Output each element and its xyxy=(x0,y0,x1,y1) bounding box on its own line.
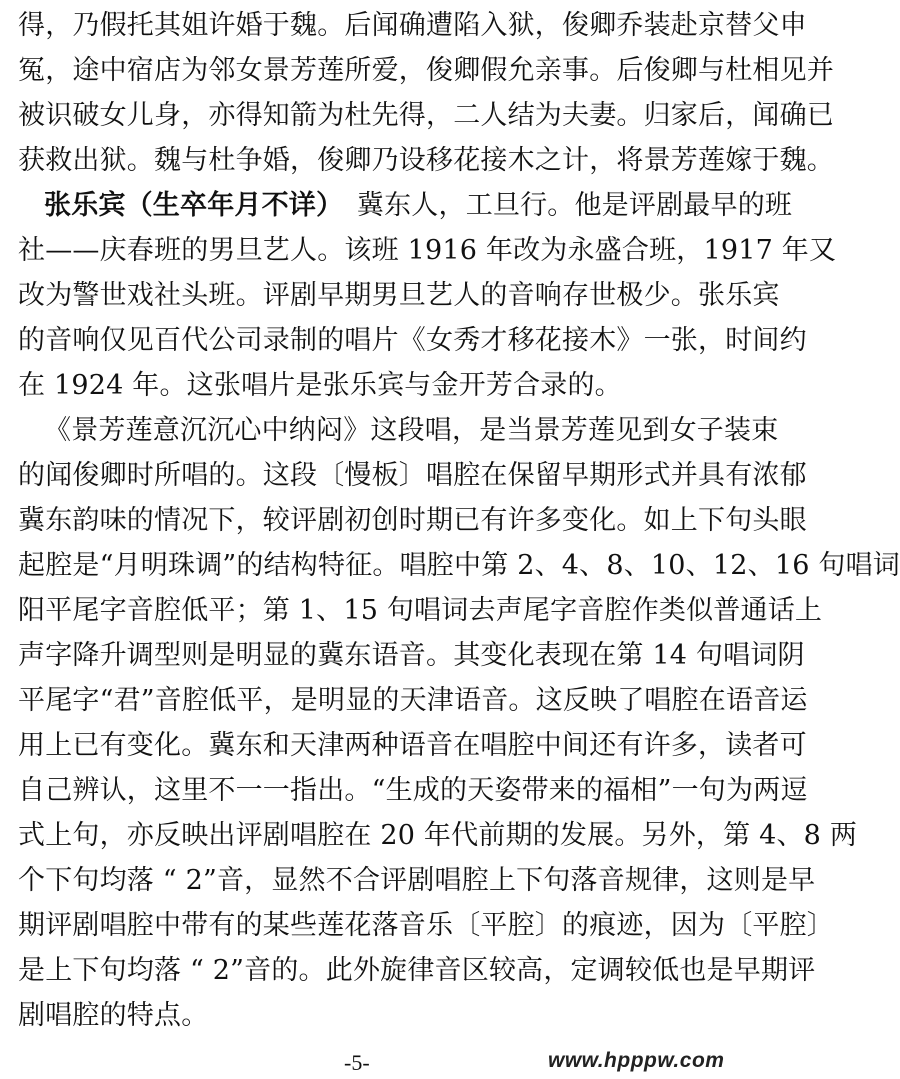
text-line: 平尾字“君”音腔低平，是明显的天津语音。这反映了唱腔在语音运 xyxy=(18,685,808,716)
text-line: 得，乃假托其姐许婚于魏。后闻确遭陷入狱，俊卿乔装赴京替父申 xyxy=(18,10,807,41)
watermark: www.hpppw.com xyxy=(548,1049,725,1072)
text-line: 的闻俊卿时所唱的。这段〔慢板〕唱腔在保留早期形式并具有浓郁 xyxy=(18,460,807,491)
text-line: 阳平尾字音腔低平；第 1、15 句唱词去声尾字音腔作类似普通话上 xyxy=(18,595,823,626)
page-number: -5- xyxy=(344,1050,370,1075)
text-line: 个下句均落 “ 2”音，显然不合评剧唱腔上下句落音规律，这则是早 xyxy=(18,865,816,896)
text-line: 《景芳莲意沉沉心中纳闷》这段唱，是当景芳莲见到女子装束 xyxy=(44,415,779,446)
text-line: 自己辨认，这里不一一指出。“生成的天姿带来的福相”一句为两逗 xyxy=(18,775,808,806)
bio-heading-rest: 冀东人，工旦行。他是评剧最早的班 xyxy=(356,190,793,221)
text-line: 在 1924 年。这张唱片是张乐宾与金开芳合录的。 xyxy=(18,370,622,401)
text-line: 社——庆春班的男旦艺人。该班 1916 年改为永盛合班，1917 年又 xyxy=(18,235,837,266)
text-line: 用上已有变化。冀东和天津两种语音在唱腔中间还有许多，读者可 xyxy=(18,730,807,761)
text-line: 获救出狱。魏与杜争婚，俊卿乃设移花接木之计，将景芳莲嫁于魏。 xyxy=(18,145,834,176)
text-line: 声字降升调型则是明显的冀东语音。其变化表现在第 14 句唱词阴 xyxy=(18,640,805,671)
text-line: 起腔是“月明珠调”的结构特征。唱腔中第 2、4、8、10、12、16 句唱词 xyxy=(18,550,900,581)
text-line: 式上句，亦反映出评剧唱腔在 20 年代前期的发展。另外，第 4、8 两 xyxy=(18,820,858,851)
text-line: 是上下句均落 “ 2”音的。此外旋律音区较高，定调较低也是早期评 xyxy=(18,955,816,986)
text-line: 剧唱腔的特点。 xyxy=(18,1000,209,1031)
text-line: 改为警世戏社头班。评剧早期男旦艺人的音响存世极少。张乐宾 xyxy=(18,280,780,311)
text-line: 冤，途中宿店为邻女景芳莲所爱，俊卿假允亲事。后俊卿与杜相见并 xyxy=(18,55,834,86)
bio-heading: 张乐宾（生卒年月不详） xyxy=(44,190,330,221)
text-line: 的音响仅见百代公司录制的唱片《女秀才移花接木》一张，时间约 xyxy=(18,325,807,356)
text-line: 期评剧唱腔中带有的某些莲花落音乐〔平腔〕的痕迹，因为〔平腔〕 xyxy=(18,910,834,941)
text-line: 冀东韵味的情况下，较评剧初创时期已有许多变化。如上下句头眼 xyxy=(18,505,807,536)
bio-heading-line xyxy=(44,184,793,228)
text-line: 被识破女儿身，亦得知箭为杜先得，二人结为夫妻。归家后，闻确已 xyxy=(18,100,834,131)
